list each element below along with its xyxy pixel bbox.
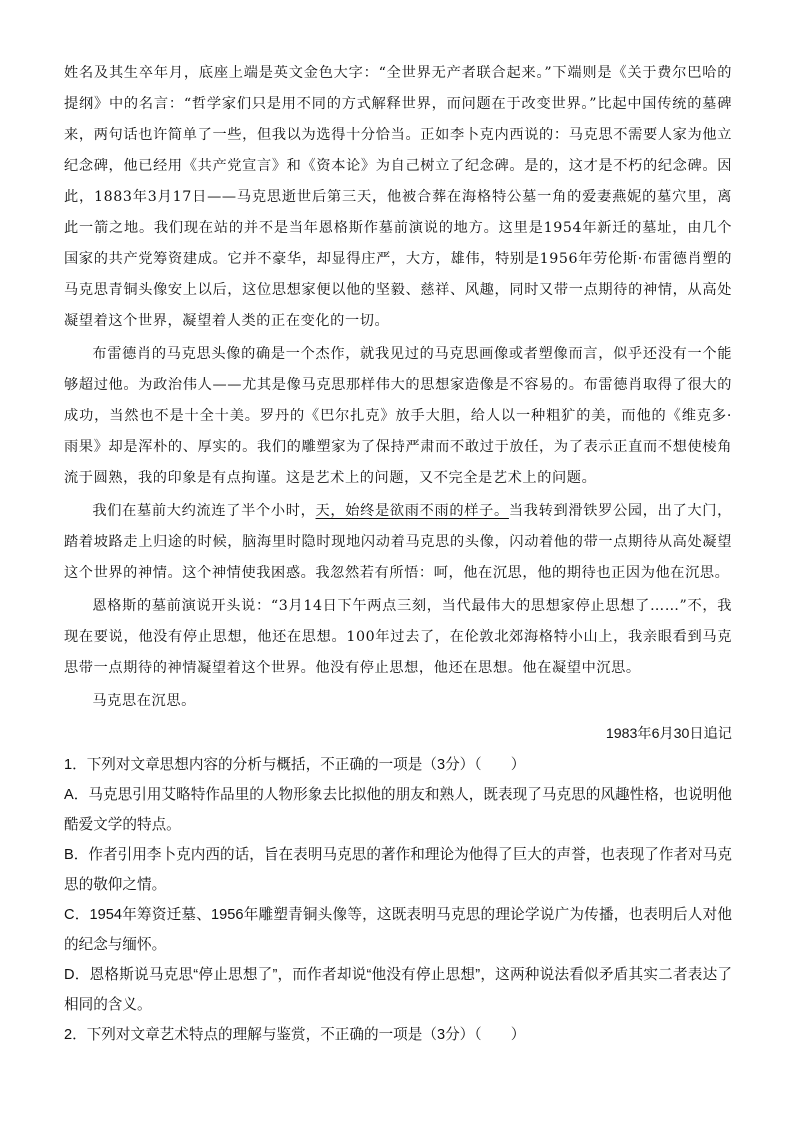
essay-paragraph-4: 恩格斯的墓前演说开头说：“3月14日下午两点三刻，当代最伟大的思想家停止思想了……”不，我现在要说，他没有停止思想，他还在思想。100年过去了，在伦敦北郊海格特小山上，我亲眼看到马克思带一点期待的神情凝望着这个世界。他没有停止思想，他还在思想。他在凝望中沉思。 [64,598,732,676]
essay-paragraph-5: 马克思在沉思。 [92,693,196,709]
essay-date-note: 1983年6月30日追记 [605,726,732,742]
essay-paragraph-2: 布雷德肖的马克思头像的确是一个杰作，就我见过的马克思画像或者塑像而言，似乎还没有一个能够超过他。为政治伟人——尤其是像马克思那样伟大的思想家造像是不容易的。布雷德肖取得了很大的成功，当然也不是十全十美。罗丹的《巴尔扎克》放手大胆，给人以一种粗犷的美，而他的《维克多·雨果》却是浑朴的、厚实的。我们的雕塑家为了保持严肃而不敢过于放任，为了表示正直而不想使棱角流于圆熟，我的印象是有点拘谨。这是艺术上的问题，又不完全是艺术上的问题。 [64,346,732,486]
question-2-stem: 2．下列对文章艺术特点的理解与鉴赏，不正确的一项是（3分）（ ） [64,1027,526,1043]
question-1-option-a: A．马克思引用艾略特作品里的人物形象去比拟他的朋友和熟人，既表现了马克思的风趣性格，也说明他酷爱文学的特点。 [64,787,732,833]
essay-paragraph-1: 姓名及其生卒年月，底座上端是英文金色大字：“全世界无产者联合起来。”下端则是《关于费尔巴哈的提纲》中的名言：“哲学家们只是用不同的方式解释世界，而问题在于改变世界。”比起中国传统的墓碑来，两句话也许简单了一些，但我以为选得十分恰当。正如李卜克内西说的：马克思不需要人家为他立纪念碑，他已经用《共产党宣言》和《资本论》为自己树立了纪念碑。是的，这才是不朽的纪念碑。因此，1883年3月17日——马克思逝世后第三天，他被合葬在海格特公墓一角的爱妻燕妮的墓穴里，离此一箭之地。我们现在站的并不是当年恩格斯作墓前演说的地方。这里是1954年新迁的墓址，由几个国家的共产党筹资建成。它并不豪华，却显得庄严，大方，雄伟，特别是1956年劳伦斯·布雷德肖塑的马克思青铜头像安上以后，这位思想家便以他的坚毅、慈祥、风趣，同时又带一点期待的神情，从高处凝望着这个世界，凝望着人类的正在变化的一切。 [64,65,732,329]
question-1-option-b: B．作者引用李卜克内西的话，旨在表明马克思的著作和理论为他得了巨大的声誉，也表现了作者对马克思的敬仰之情。 [64,847,732,893]
essay-paragraph-3 [64,496,732,589]
essay-text [64,58,732,717]
question-1-stem: 1．下列对文章思想内容的分析与概括，不正确的一项是（3分）（ ） [64,757,526,773]
essay-paragraph-3-start: 我们在墓前大约流连了半个小时， [92,503,316,519]
question-1-option-d: D．恩格斯说马克思“停止思想了”，而作者却说“他没有停止思想”，这两种说法看似矛盾其实二者表达了相同的含义。 [64,967,732,1013]
question-1-option-c: C．1954年筹资迁墓、1956年雕塑青铜头像等，这既表明马克思的理论学说广为传播，也表明后人对他的纪念与缅怀。 [64,907,732,953]
question-section [64,750,732,1050]
document-page [64,58,732,1050]
underlined-sentence: 天，始终是欲雨不雨的样子。 [315,503,509,519]
essay-paragraph-3-rest: 当我转到滑铁罗公园，出了大门，踏着坡路走上归途的时候，脑海里时隐时现地闪动着马克思的头像，闪动着他的带一点期待从高处凝望这个世界的神情。这个神情使我困惑。我忽然若有所悟：呵，他在沉思，他的期待也正因为他在沉思。 [64,503,732,581]
